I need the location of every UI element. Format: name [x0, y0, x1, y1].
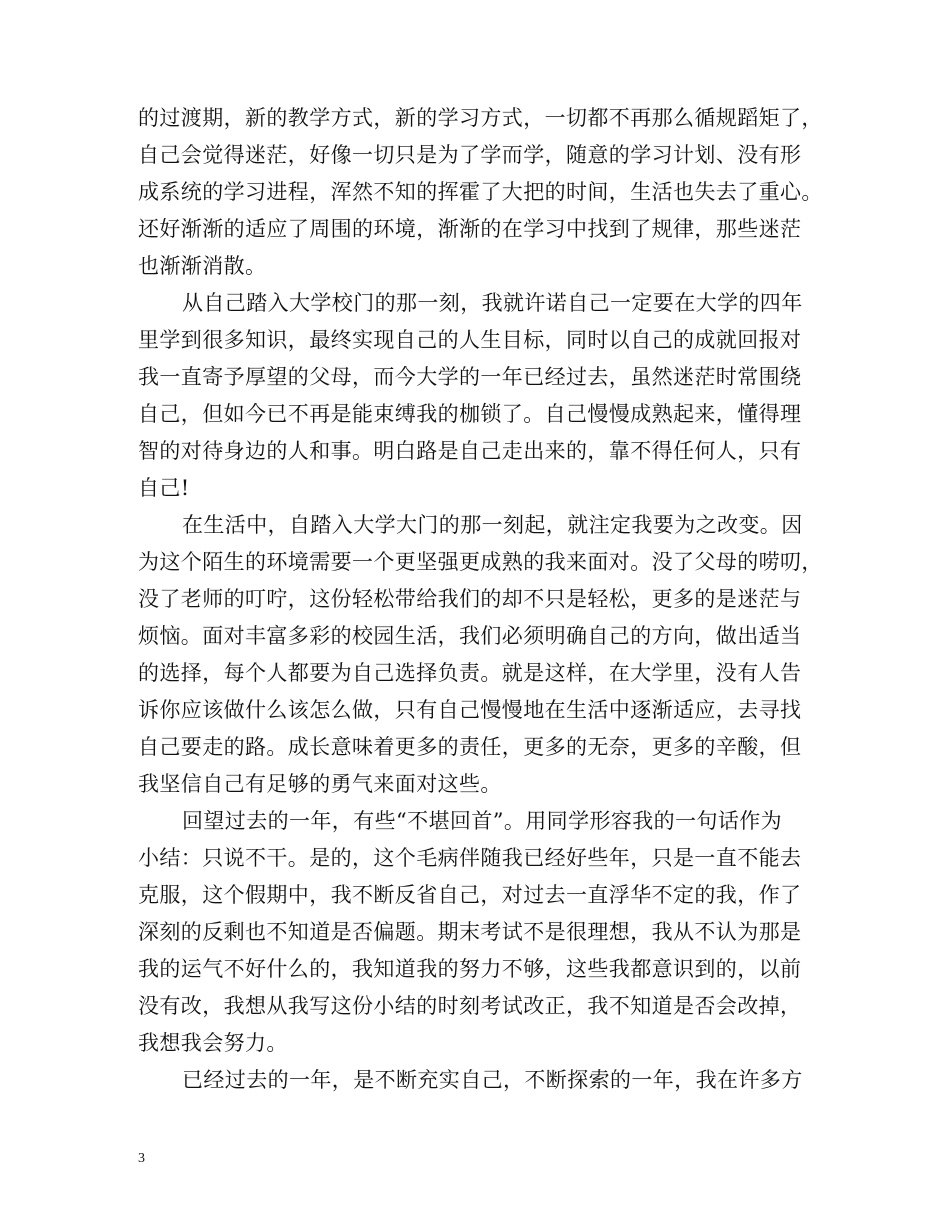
text-line: 烦恼。面对丰富多彩的校园生活，我们必须明确自己的方向，做出适当 — [138, 624, 802, 648]
text-line: 自己会觉得迷茫，好像一切只是为了学而学，随意的学习计划、没有形 — [138, 143, 802, 167]
text-line: 自己! — [138, 476, 190, 500]
document-body — [138, 100, 823, 1099]
text-line: 里学到很多知识，最终实现自己的人生目标，同时以自己的成就回报对 — [138, 328, 802, 352]
text-line: 还好渐渐的适应了周围的环境，渐渐的在学习中找到了规律，那些迷茫 — [138, 217, 802, 241]
text-line: 没有改，我想从我写这份小结的时刻考试改正，我不知道是否会改掉， — [138, 994, 802, 1018]
text-line: 克服，这个假期中，我不断反省自己，对过去一直浮华不定的我，作了 — [138, 883, 802, 907]
text-line: 已经过去的一年，是不断充实自己，不断探索的一年，我在许多方 — [182, 1068, 803, 1092]
text-line: 我坚信自己有足够的勇气来面对这些。 — [138, 772, 502, 796]
text-line: 没了老师的叮咛，这份轻松带给我们的却不只是轻松，更多的是迷茫与 — [138, 587, 802, 611]
text-line: 小结：只说不干。是的，这个毛病伴随我已经好些年，只是一直不能去 — [138, 846, 802, 870]
text-line: 回望过去的一年，有些“不堪回首”。用同学形容我的一句话作为 — [182, 809, 783, 833]
text-line: 我想我会努力。 — [138, 1031, 288, 1055]
text-line: 我一直寄予厚望的父母，而今大学的一年已经过去，虽然迷茫时常围绕 — [138, 365, 802, 389]
text-line: 的过渡期，新的教学方式，新的学习方式，一切都不再那么循规蹈矩了， — [138, 106, 823, 130]
text-line: 从自己踏入大学校门的那一刻，我就许诺自己一定要在大学的四年 — [182, 291, 803, 315]
text-line: 自己要走的路。成长意味着更多的责任，更多的无奈，更多的辛酸，但 — [138, 735, 802, 759]
page-number: 3 — [138, 1151, 145, 1166]
text-line: 智的对待身边的人和事。明白路是自己走出来的，靠不得任何人，只有 — [138, 439, 802, 463]
text-line: 在生活中，自踏入大学大门的那一刻起，就注定我要为之改变。因 — [182, 513, 803, 537]
text-line: 深刻的反剩也不知道是否偏题。期末考试不是很理想，我从不认为那是 — [138, 920, 802, 944]
text-line: 成系统的学习进程，浑然不知的挥霍了大把的时间，生活也失去了重心。 — [138, 180, 823, 204]
text-line: 自己，但如今已不再是能束缚我的枷锁了。自己慢慢成熟起来，懂得理 — [138, 402, 802, 426]
text-line: 诉你应该做什么该怎么做，只有自己慢慢地在生活中逐渐适应，去寻找 — [138, 698, 802, 722]
text-line: 我的运气不好什么的，我知道我的努力不够，这些我都意识到的，以前 — [138, 957, 802, 981]
text-line: 为这个陌生的环境需要一个更坚强更成熟的我来面对。没了父母的唠叨， — [138, 550, 823, 574]
text-line: 也渐渐消散。 — [138, 254, 267, 278]
text-line: 的选择，每个人都要为自己选择负责。就是这样，在大学里，没有人告 — [138, 661, 802, 685]
